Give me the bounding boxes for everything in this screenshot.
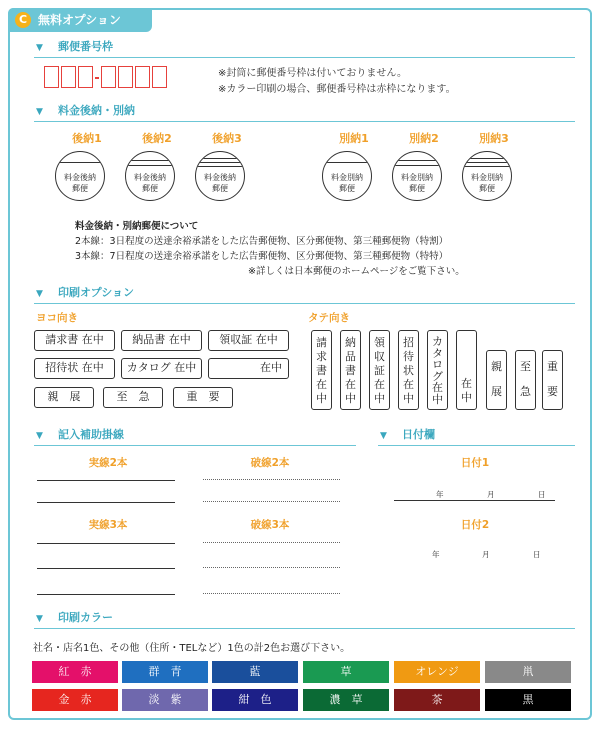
zip-dash — [95, 77, 99, 79]
kounou-1-stamp[interactable] — [55, 151, 105, 201]
stamp-text: 料金後納 — [134, 173, 166, 182]
section-guide-heading: ▼ 記入補助掛線 — [36, 425, 124, 445]
zip-note-1: ※封筒に郵便番号枠は付いておりません。 — [218, 68, 407, 79]
color-chip-kon[interactable]: 紺 色 — [212, 689, 298, 711]
triangle-icon: ▼ — [36, 107, 43, 117]
section-color-heading: ▼ 印刷カラー — [36, 608, 113, 628]
date-2-label: 日付2 — [460, 519, 490, 531]
zip-box — [101, 66, 116, 88]
tate-ryoshusho-stamp[interactable]: 領 収 証 在 中 — [369, 330, 390, 410]
triangle-icon: ▼ — [36, 431, 43, 441]
stamp-text: 郵便 — [212, 184, 228, 193]
section-divider — [34, 628, 575, 629]
tate-shotaijo-stamp[interactable]: 招 待 状 在 中 — [398, 330, 419, 410]
stamp-text: 郵便 — [409, 184, 425, 193]
dashed-guide-line — [203, 567, 340, 568]
triangle-icon: ▼ — [36, 289, 43, 299]
yoko-heading: ヨコ向き — [36, 312, 78, 324]
yoko-seikyusho-stamp[interactable]: 請求書 在中 — [34, 330, 115, 351]
date-1-underline — [394, 500, 555, 501]
section-divider — [34, 445, 356, 446]
tate-juyo-stamp[interactable]: 重 要 — [542, 350, 563, 410]
dashed-guide-line — [203, 479, 340, 480]
tate-shikyu-stamp[interactable]: 至 急 — [515, 350, 536, 410]
postage-info-title: 料金後納・別納郵便について — [75, 221, 199, 232]
stamp-text: 郵便 — [479, 184, 495, 193]
color-chip-orange[interactable]: オレンジ — [394, 661, 480, 683]
date-month: 月 — [482, 550, 490, 559]
tate-shinten-stamp[interactable]: 親 展 — [486, 350, 507, 410]
yoko-shikyu-stamp[interactable]: 至 急 — [103, 387, 163, 408]
color-chip-nezumi[interactable]: 鼡 — [485, 661, 571, 683]
section-zip-heading: ▼ 郵便番号枠 — [36, 37, 113, 57]
kounou-2-stamp[interactable] — [125, 151, 175, 201]
yoko-ryoshusho-stamp[interactable]: 領収証 在中 — [208, 330, 289, 351]
kounou-3-label: 後納3 — [212, 132, 242, 145]
color-chip-beni-aka[interactable]: 紅 赤 — [32, 661, 118, 683]
kounou-3-stamp[interactable] — [195, 151, 245, 201]
section-divider — [34, 121, 575, 122]
dashed-guide-line — [203, 542, 340, 543]
solid-3-label: 実線3本 — [88, 519, 128, 531]
section-divider — [34, 303, 575, 304]
color-chip-cha[interactable]: 茶 — [394, 689, 480, 711]
solid-guide-line — [37, 568, 175, 569]
date-1-label: 日付1 — [460, 457, 490, 469]
color-chip-ko-kusa[interactable]: 濃 草 — [303, 689, 389, 711]
zip-code-frame[interactable] — [44, 66, 169, 88]
kounou-1-label: 後納1 — [72, 132, 102, 145]
date-day: 日 — [533, 550, 541, 559]
tate-seikyusho-stamp[interactable]: 請 求 書 在 中 — [311, 330, 332, 410]
section-divider — [378, 445, 575, 446]
color-chip-kin-aka[interactable]: 金 赤 — [32, 689, 118, 711]
panel-title-text: 無料オプション — [38, 13, 121, 27]
color-chip-ai[interactable]: 藍 — [212, 661, 298, 683]
stamp-text: 郵便 — [339, 184, 355, 193]
color-chip-kuro[interactable]: 黒 — [485, 689, 571, 711]
section-date-heading: ▼ 日付欄 — [380, 425, 435, 445]
postage-info-line: 2本線：3日程度の送達余裕承諾をした広告郵便物、区分郵便物、第三種郵便物（特割） — [75, 236, 449, 247]
dashed-2-label: 破線2本 — [250, 457, 290, 469]
postage-info-note: ※詳しくは日本郵便のホームページをご覧下さい。 — [248, 266, 465, 277]
kounou-2-label: 後納2 — [142, 132, 172, 145]
tate-zaichu-stamp[interactable]: 在 中 — [456, 330, 477, 410]
triangle-icon: ▼ — [36, 614, 43, 624]
zip-box — [78, 66, 93, 88]
color-note: 社名・店名1色、その他（住所・TELなど）1色の計2色お選び下さい。 — [33, 643, 351, 654]
tate-heading: タテ向き — [308, 312, 350, 324]
tate-catalog-stamp[interactable]: カ タ ロ グ 在 中 — [427, 330, 448, 410]
betsunou-1-label: 別納1 — [339, 132, 369, 145]
date-year: 年 — [432, 550, 440, 559]
dashed-guide-line — [203, 593, 340, 594]
yoko-zaichu-stamp[interactable]: 在中 — [208, 358, 289, 379]
section-divider — [34, 57, 575, 58]
stamp-text: 料金後納 — [64, 173, 96, 182]
solid-guide-line — [37, 480, 175, 481]
section-c-badge: C — [15, 12, 31, 28]
dashed-3-label: 破線3本 — [250, 519, 290, 531]
zip-box — [152, 66, 167, 88]
solid-guide-line — [37, 594, 175, 595]
date-year: 年 — [436, 490, 444, 499]
date-day: 日 — [538, 490, 546, 499]
betsunou-1-stamp[interactable] — [322, 151, 372, 201]
yoko-catalog-stamp[interactable]: カタログ 在中 — [121, 358, 202, 379]
yoko-shotaijo-stamp[interactable]: 招待状 在中 — [34, 358, 115, 379]
zip-note-2: ※カラー印刷の場合、郵便番号枠は赤枠になります。 — [218, 84, 456, 95]
zip-box — [44, 66, 59, 88]
stamp-text: 郵便 — [142, 184, 158, 193]
stamp-text: 料金別納 — [331, 173, 363, 182]
color-chip-awa-murasaki[interactable]: 淡 紫 — [122, 689, 208, 711]
postage-info-line: 3本線：7日程度の送達余裕承諾をした広告郵便物、区分郵便物、第三種郵便物（特特） — [75, 251, 449, 262]
stamp-text: 郵便 — [72, 184, 88, 193]
betsunou-2-stamp[interactable] — [392, 151, 442, 201]
solid-2-label: 実線2本 — [88, 457, 128, 469]
stamp-text: 料金別納 — [401, 173, 433, 182]
solid-guide-line — [37, 543, 175, 544]
betsunou-3-stamp[interactable] — [462, 151, 512, 201]
tate-nouhinsho-stamp[interactable]: 納 品 書 在 中 — [340, 330, 361, 410]
stamp-text: 料金後納 — [204, 173, 236, 182]
panel-title — [8, 8, 152, 32]
betsunou-3-label: 別納3 — [479, 132, 509, 145]
yoko-nouhinsho-stamp[interactable]: 納品書 在中 — [121, 330, 202, 351]
zip-box — [61, 66, 76, 88]
yoko-shinten-stamp[interactable]: 親 展 — [34, 387, 94, 408]
color-chip-kusa[interactable]: 草 — [303, 661, 389, 683]
dashed-guide-line — [203, 501, 340, 502]
zip-box — [135, 66, 150, 88]
stamp-text: 料金別納 — [471, 173, 503, 182]
triangle-icon: ▼ — [380, 431, 387, 441]
yoko-juyo-stamp[interactable]: 重 要 — [173, 387, 233, 408]
color-chip-gunjo[interactable]: 群 青 — [122, 661, 208, 683]
section-postage-heading: ▼ 料金後納・別納 — [36, 101, 135, 121]
triangle-icon: ▼ — [36, 43, 43, 53]
section-print-heading: ▼ 印刷オプション — [36, 283, 134, 303]
zip-box — [118, 66, 133, 88]
date-month: 月 — [487, 490, 495, 499]
betsunou-2-label: 別納2 — [409, 132, 439, 145]
solid-guide-line — [37, 502, 175, 503]
